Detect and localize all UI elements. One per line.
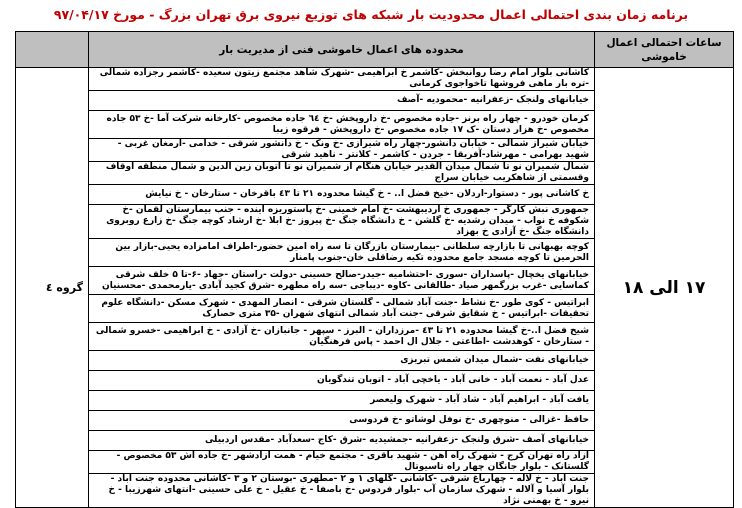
header-area-column: محدوده های اعمال خاموشی فنی از مدیریت بار <box>89 32 595 68</box>
time-range-cell: ۱۷ الی ۱۸ <box>595 68 734 508</box>
area-cell: عدل آباد - نعمت آباد - خانی آباد - یاخچی آباد - اتوبان تندگویان <box>89 371 595 391</box>
area-cell: کاشانی بلوار امام رضا روانبخش -کاشمر خ ابراهیمی -شهرک شاهد مجتمع زیتون سعیده -کاشمر رجزاده شمالی -تره بار ماهی فروشها تاخواجوی کرمانی <box>89 68 595 91</box>
area-cell: خیابانهای ولنجک -زعفرانیه -محمودیه -آصف <box>89 91 595 111</box>
page-title: برنامه زمان بندی احتمالی اعمال محدودیت بار شبکه های توزیع نیروی برق تهران بزرگ - مورخ ۹۷/۰۴/۱۷ <box>53 7 689 22</box>
area-cell: کوچه بهبهانی تا بازارچه سلطانی -بیمارستان بازرگان تا سه راه امین حضور-اطراف امامزاده یحیی-بازار بین الحرمین تا کوچه مسجد جامع محدوده تکیه رضاقلی خان-جنوب پامنار <box>89 239 595 267</box>
area-cell: آزاد راه تهران کرج - شهرک راه آهن - شهید باقری - مجتمع خیام - همت آزادشهر -خ جاده اش ۵۳ مخصوص - گلستانک - بلوار جانگان چهار راه تاسیوتال <box>89 451 595 474</box>
area-cell: خ کاشانی پور - دستوار-اردلان -خیخ فضل ا.. - خ گیشا محدوده ۲۱ تا ٤۳ باقرخان - ستارخان - خ نیایش <box>89 185 595 205</box>
header-time-column: ساعات احتمالی اعمال خاموشی <box>595 32 734 68</box>
area-cell: خیابانهای آصف -شرق ولنجک -زعفرانیه -جمشیدیه -شرق -کاج -سعدآباد -مقدس اردبیلی <box>89 431 595 451</box>
table-row <box>16 68 734 91</box>
table-header-row <box>16 32 734 68</box>
schedule-table <box>15 31 734 508</box>
area-cell: جنت آباد - خ لاله - چهارباغ شرقی -کاشانی -گلهای ۱ و ۲ -مطهری -بوستان ۲ و ۳ -کاشانی محدوده جنت آباد - بلوار آسیا و آلاله - شهرک سازمان آب -بلوار فردوس -خ باصفا - خ عقیل - خ علی حسینی -انتهای شهرزیبا - خ نیرو - خ بهمنی نژاد <box>89 474 595 508</box>
area-cell: خیابانهای نفت -شمال میدان شمس تبریزی <box>89 351 595 371</box>
area-cell: شمال شمیران نو تا شمال میدان القدیر خیابان هنگام از شمیران نو تا اتوبان زین الدین و شمال منطقه اوقاف وقسمتی از شاهکریب خیابان سراج <box>89 162 595 185</box>
area-cell: خیابان شیراز شمالی - خیابان دانشور-چهار راه شیرازی -خ ونک - خ دانشور شرقی - خدامی -ارمغان غربی - شهید بهرامی - مهرشاد-آفریقا - جردن - کاشمر - کلانتر - ناهید شرقی <box>89 139 595 162</box>
group-cell: گروه ٤ <box>16 68 89 508</box>
area-cell: جمهوری نبش کارگر - جمهوری خ اردیبهشت -خ امام خمینی -خ پاستوریزه آینده - جنب بیمارستان لقمان -خ شکوفه خ نواب - میدان رشدیه -خ گلشن - خ دانشگاه جنگ -خ پیروز -خ ابلا -خ ارشاد کوچه جنگ -خ زارع روبروی دانشگاه جنگ -خ آزادی خ بهزاد <box>89 205 595 239</box>
area-cell: خیابانهای یخچال -پاسداران -سوری -احتشامیه -جیدر-صالح حسینی -دولت -راستان -جهاد -۶-تا ۵ خلف شرقی کماسایی -غرب بزرگمهر صیاد -طالقانی -کاوه -دیباجی -سه راه مطهره -شرق کجید آبادی -یارمحمدی -محسنیان <box>89 267 595 295</box>
area-cell: شیخ فضل ا..-خ گیشا محدوده ۲۱ تا ٤۳ -مرزداران - البرز - سپهر - جانبازان -خ آزادی - خ ابراهیمی -خسرو شمالی - ستارخان - کوهدشت -اطاعتی - جلال ال احمد - پاس فرهنگیان <box>89 323 595 351</box>
header-group-column <box>16 32 89 68</box>
area-cell: حافظ -غزالی - منوچهری -خ نوفل لوشاتو -خ فردوسی <box>89 411 595 431</box>
area-cell: کرمان خودرو - چهار راه برنز -جاده مخصوص -خ داروپخش -خ ٦٤ جاده مخصوص -کارخانه شرکت آما -خ ۵۳ جاده مخصوص -خ هزار دستان -ک ١٧ جاده مخصوص -خ داروپخش - فرقوه زیبا <box>89 111 595 139</box>
area-cell: ابراتیس - کوی طور -خ نشاط -جنت آباد شمالی - گلستان شرقی - انصار المهدی - شهرک مسکن -دانشگاه علوم تحقیقات -ابراتیس - خ شقایق شرقی -جنت آباد شمالی انتهای شهران -۳۵ متری حصارک <box>89 295 595 323</box>
area-cell: یافت آباد - ابراهیم آباد - شاد آباد - شهرک ولیعصر <box>89 391 595 411</box>
